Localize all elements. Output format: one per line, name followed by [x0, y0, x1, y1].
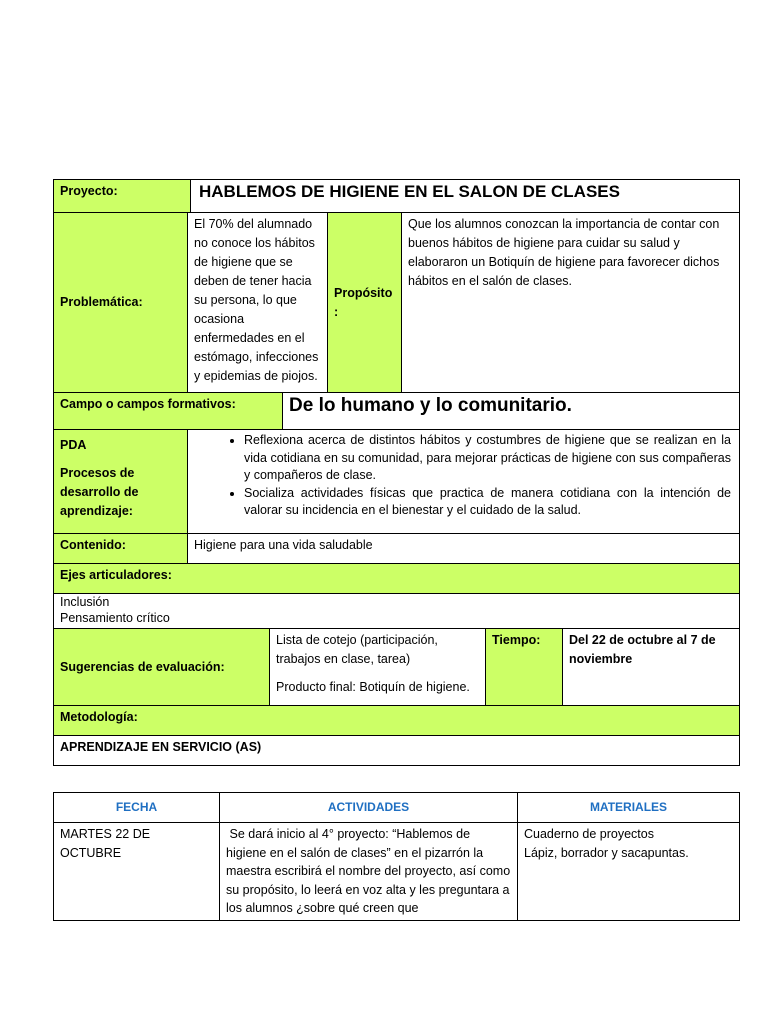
activities-table [53, 792, 740, 921]
metodologia-label: Metodología: [54, 706, 740, 736]
tiempo-value: Del 22 de octubre al 7 de noviembre [563, 629, 740, 706]
ejes-row [53, 563, 740, 629]
metodologia-row [53, 705, 740, 766]
tiempo-label: Tiempo: [486, 629, 563, 706]
ejes-label: Ejes articuladores: [54, 564, 740, 594]
materiales-cell [518, 823, 740, 921]
contenido-value: Higiene para una vida saludable [188, 534, 740, 564]
header-fecha: FECHA [54, 793, 220, 823]
sugerencias-value-cell [270, 629, 486, 706]
proyecto-row [53, 179, 740, 213]
contenido-label: Contenido: [54, 534, 188, 564]
sugerencias-text-1: Lista de cotejo (participación, trabajos en clase, tarea) [276, 633, 438, 666]
procesos-label: Procesos de desarrollo de aprendizaje: [60, 466, 139, 518]
sugerencias-row [53, 628, 740, 706]
problematica-label: Problemática: [54, 213, 188, 393]
pda-list [194, 432, 731, 520]
campo-label: Campo o campos formativos: [54, 393, 283, 430]
proyecto-title: HABLEMOS DE HIGIENE EN EL SALON DE CLASES [191, 180, 740, 213]
proposito-label: Propósito : [328, 213, 402, 393]
proyecto-label: Proyecto: [54, 180, 191, 213]
planning-table-wrapper [53, 179, 739, 766]
header-materiales: MATERIALES [518, 793, 740, 823]
list-item: • Socializa actividades físicas que practica de manera cotidiana con la intención de valorar su incidencia en el bienestar y el cuidado de la salud. [244, 485, 731, 520]
ejes-item: Inclusión [60, 595, 110, 609]
header-actividades: ACTIVIDADES [220, 793, 518, 823]
campo-row [53, 392, 740, 430]
list-item: • Reflexiona acerca de distintos hábitos y costumbres de higiene que se realizan en la vida cotidiana en su comunidad, para mejorar prácticas de higiene con sus compañeras y compañeros de clase. [244, 432, 731, 485]
ejes-values-cell [54, 594, 740, 629]
fecha-cell: MARTES 22 DE OCTUBRE [54, 823, 220, 921]
materiales-item: Cuaderno de proyectos [524, 827, 654, 841]
pda-label: PDA [60, 438, 87, 452]
sugerencias-text-2: Producto final: Botiquín de higiene. [276, 680, 470, 694]
pda-items-cell [188, 430, 740, 534]
activities-table-wrapper [53, 792, 739, 921]
contenido-row [53, 533, 740, 564]
proposito-text: Que los alumnos conozcan la importancia de contar con buenos hábitos de higiene para cuidar su salud y elaboraron un Botiquín de higiene para favorecer dichos hábitos en el salón de clases. [402, 213, 740, 393]
metodologia-value: APRENDIZAJE EN SERVICIO (AS) [54, 736, 740, 766]
campo-value: De lo humano y lo comunitario. [283, 393, 740, 430]
sugerencias-label: Sugerencias de evaluación: [54, 629, 270, 706]
actividades-cell: Se dará inicio al 4° proyecto: “Hablemos de higiene en el salón de clases” en el pizarrón la maestra escribirá el nombre del proyecto, así como su propósito, lo leerá en voz alta y les preguntara a los alumnos ¿sobre qué creen que [220, 823, 518, 921]
problematica-row [53, 212, 740, 393]
materiales-item: Lápiz, borrador y sacapuntas. [524, 845, 689, 860]
ejes-item: Pensamiento crítico [60, 611, 170, 625]
pda-row [53, 429, 740, 534]
problematica-text: El 70% del alumnado no conoce los hábitos de higiene que se deben de tener hacia su persona, lo que ocasiona enfermedades en el estómago, infecciones y epidemias de piojos. [188, 213, 328, 393]
pda-label-cell [54, 430, 188, 534]
table-row [54, 823, 740, 921]
